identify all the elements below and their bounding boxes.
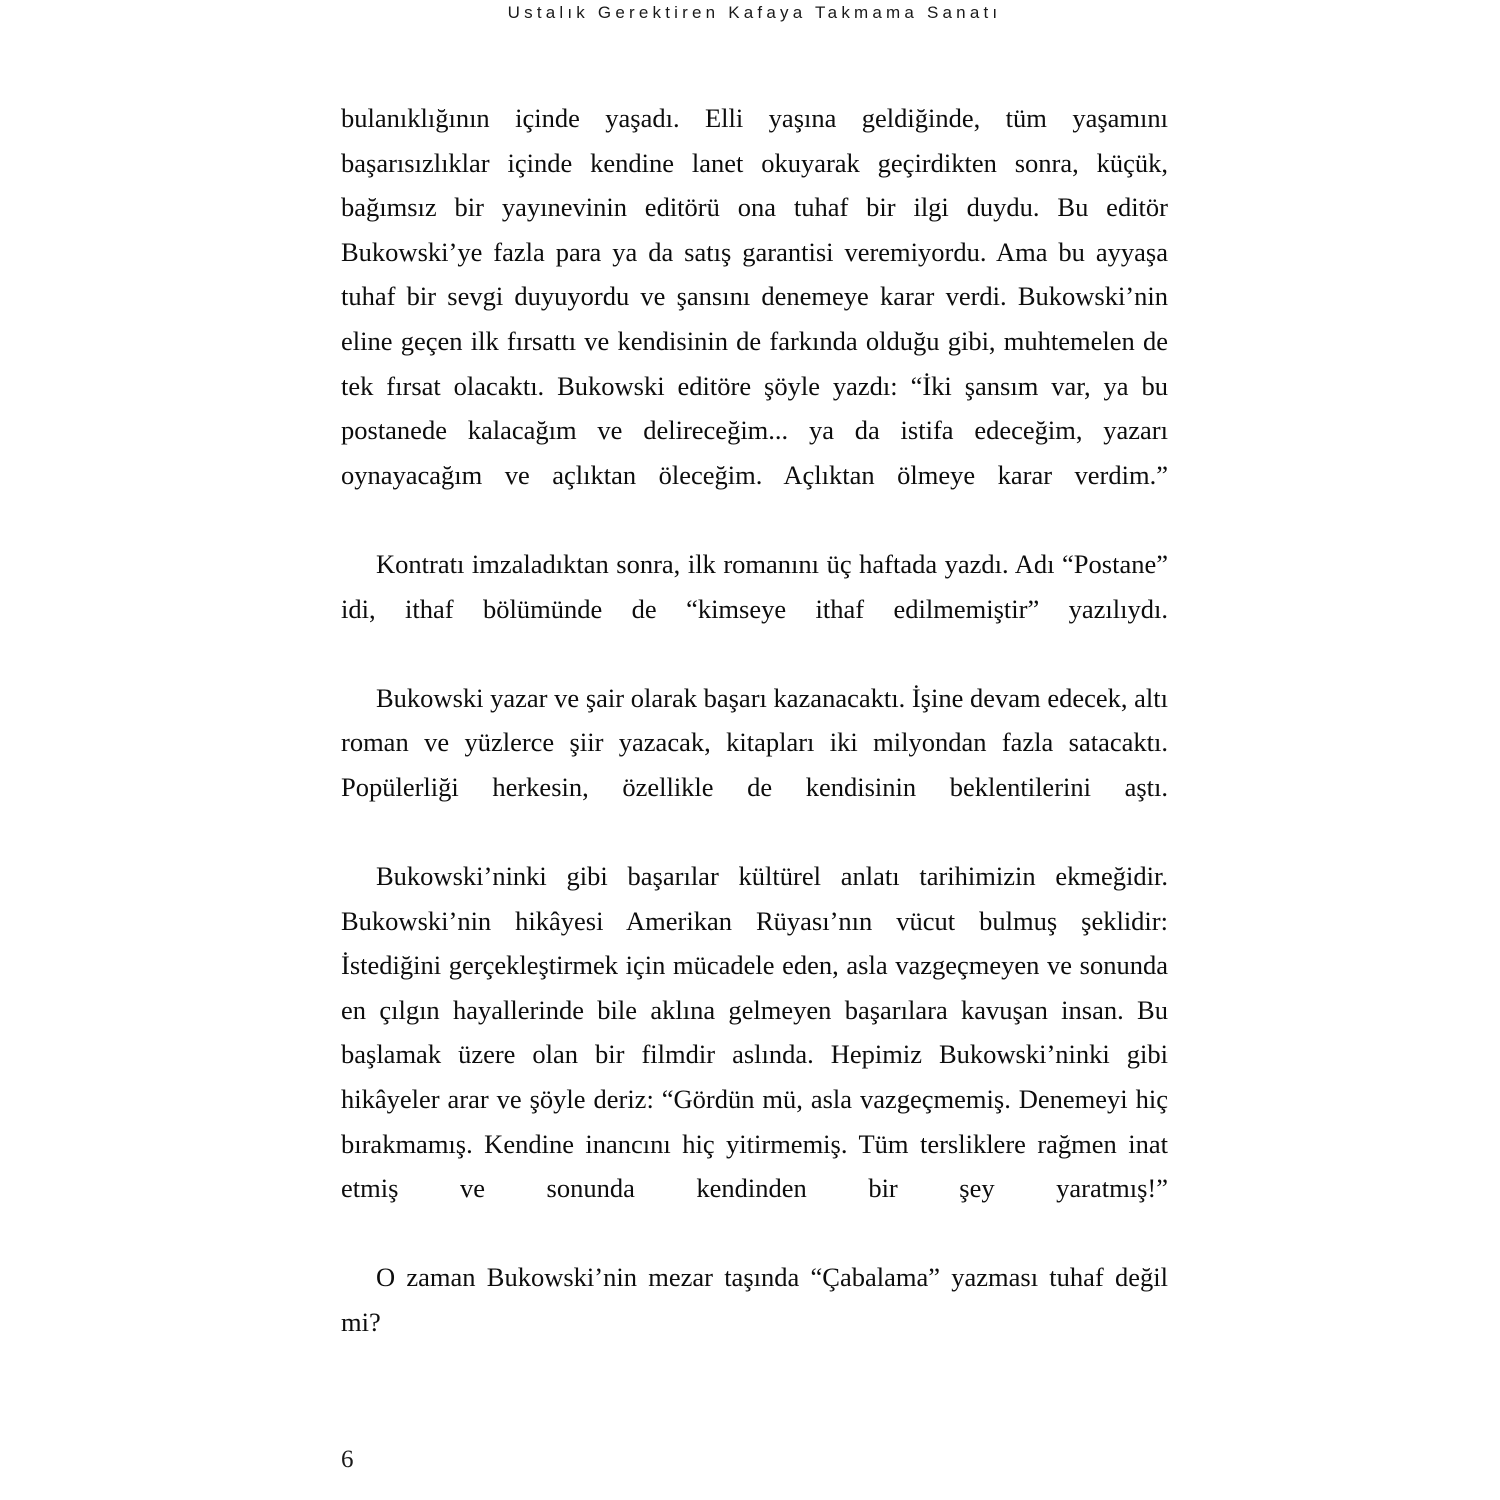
body-text-block xyxy=(341,96,1168,1389)
paragraph: bulanıklığının içinde yaşadı. Elli yaşına geldiğinde, tüm yaşamını başarısızlıklar içinde kendine lanet okuyarak geçirdikten sonra, küçük, bağımsız bir yayınevinin editörü ona tuhaf bir ilgi duydu. Bu editör Bukowski’ye fazla para ya da satış garantisi veremiyordu. Ama bu ayyaşa tuhaf bir sevgi duyuyordu ve şansını denemeye karar verdi. Bukowski’nin eline geçen ilk fırsattı ve kendisinin de farkında olduğu gibi, muhtemelen de tek fırsat olacaktı. Bukowski editöre şöyle yazdı: “İki şansım var, ya bu postanede kalacağım ve delireceğim... ya da istifa edeceğim, yazarı oynayacağım ve açlıktan öleceğim. Açlıktan ölmeye karar verdim.” xyxy=(341,103,1168,490)
paragraph: Bukowski yazar ve şair olarak başarı kazanacaktı. İşine devam edecek, altı roman ve yüzlerce şiir yazacak, kitapları iki milyondan fazla satacaktı. Popülerliği herkesin, özellikle de kendisinin beklentilerini aştı. xyxy=(341,682,1168,802)
running-header: Ustalık Gerektiren Kafaya Takmama Sanatı xyxy=(507,3,1002,22)
paragraph: Bukowski’ninki gibi başarılar kültürel anlatı tarihimizin ekmeğidir. Bukowski’nin hikâyesi Amerikan Rüyası’nın vücut bulmuş şeklidir: İstediğini gerçekleştirmek için mücadele eden, asla vazgeçmeyen ve sonunda en çılgın hayallerinde bile aklına gelmeyen başarılara kavuşan insan. Bu başlamak üzere olan bir filmdir aslında. Hepimiz Bukowski’ninki gibi hikâyeler arar ve şöyle deriz: “Gördün mü, asla vazgeçmemiş. Denemeyi hiç bırakmamış. Kendine inancını hiç yitirmemiş. Tüm tersliklere rağmen inat etmiş ve sonunda kendinden bir şey yaratmış!” xyxy=(341,861,1168,1204)
page-number: 6 xyxy=(341,1446,354,1473)
paragraph: Kontratı imzaladıktan sonra, ilk romanını üç haftada yazdı. Adı “Postane” idi, ithaf bölümünde de “kimseye ithaf edilmemiştir” yazılıydı. xyxy=(341,548,1168,624)
paragraph: O zaman Bukowski’nin mezar taşında “Çabalama” yazması tuhaf değil mi? xyxy=(341,1262,1168,1338)
